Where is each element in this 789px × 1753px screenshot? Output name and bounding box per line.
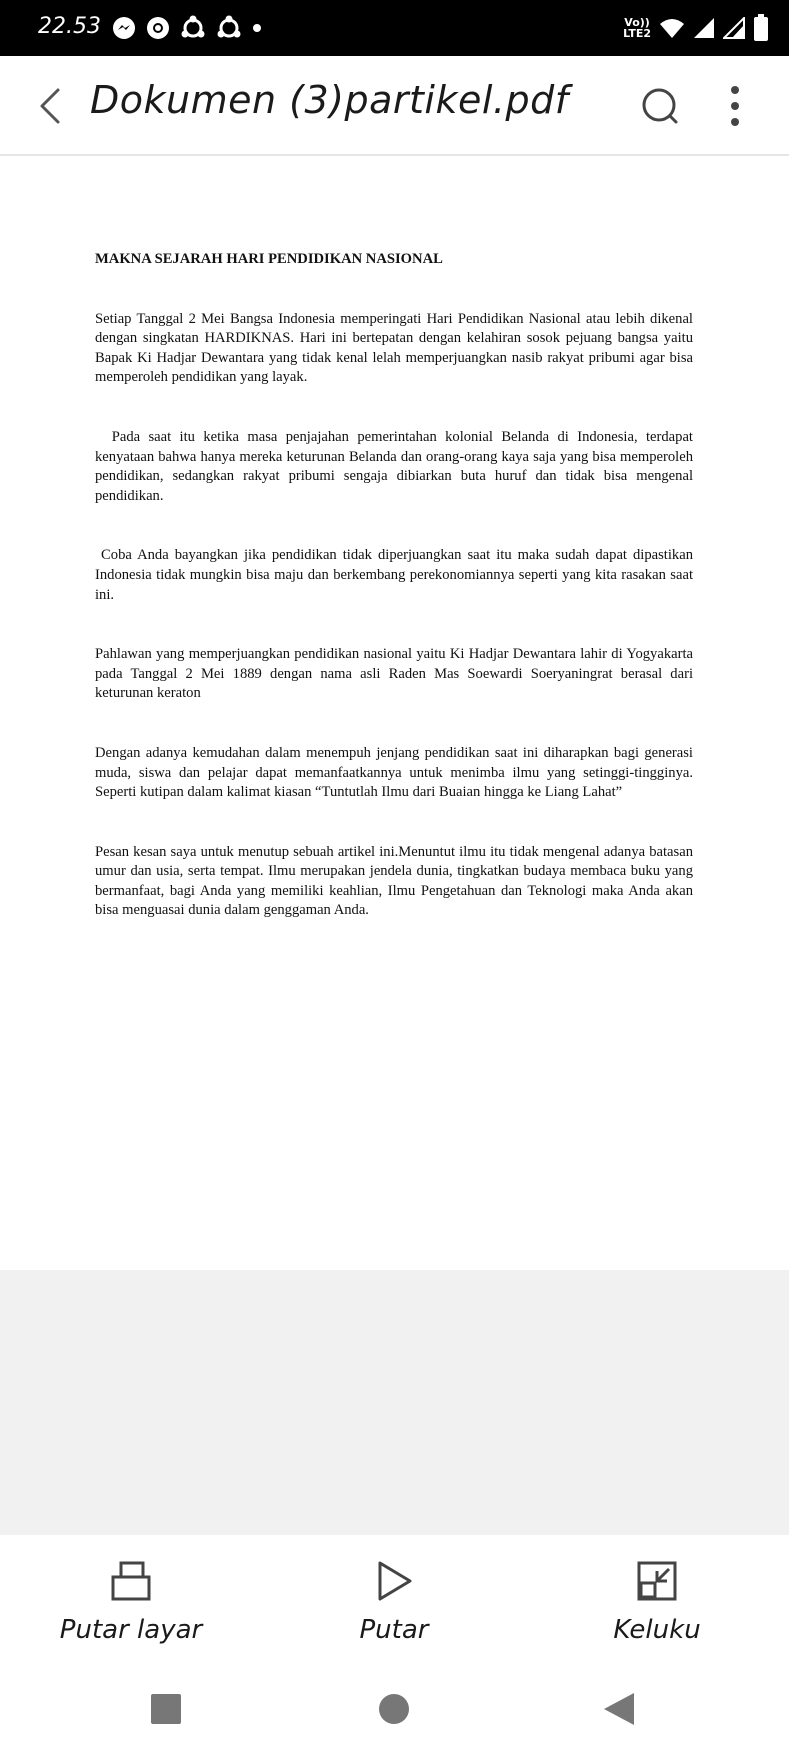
rotate-screen-icon (109, 1559, 153, 1603)
share-icon (216, 15, 242, 41)
status-bar (0, 0, 789, 56)
rotate-screen-button[interactable] (31, 1559, 231, 1659)
play-button[interactable] (294, 1559, 494, 1659)
document-paragraph: Setiap Tanggal 2 Mei Bangsa Indonesia memperingati Hari Pendidikan Nasional atau lebih dikenal dengan singkatan HARDIKNAS. Hari ini bertepatan dengan kelahiran sosok pejuang bangsa yaitu Bapak Ki Hadjar Dewantara yang tidak kenal lelah memperjuangkan nasib rakyat pribumi agar bisa memperoleh pendidikan yang layak. (95, 310, 693, 386)
messenger-icon (112, 16, 136, 40)
triangle-back-icon (600, 1689, 640, 1729)
exit-button[interactable] (557, 1559, 757, 1659)
share-icon (180, 15, 206, 41)
status-time: 22.53 (38, 14, 101, 39)
viewer-background (0, 1270, 789, 1535)
play-label: Putar (359, 1615, 429, 1645)
document-paragraph: Coba Anda bayangkan jika pendidikan tidak diperjuangkan saat itu maka sudah dapat dipastikan Indonesia tidak mungkin bisa maju dan berkembang perekonomiannya seperti yang kita rasakan saat ini. (95, 547, 693, 603)
document-paragraph: Pesan kesan saya untuk menutup sebuah artikel ini.Menuntut ilmu itu tidak mengenal adanya batasan umur dan usia, serta tempat. Ilmu merupakan jendela dunia, tingkatkan budaya membaca buku yang bermanfaat, bagi Anda yang memiliki keahlian, Ilmu Pengetahuan dan Teknologi maka Anda akan bisa menguasai dunia dalam genggaman Anda. (95, 843, 693, 919)
document-title: Dokumen (3)partikel.pdf (90, 78, 569, 122)
more-options-button[interactable] (716, 82, 754, 130)
document-heading: MAKNA SEJARAH HARI PENDIDIKAN NASIONAL (95, 251, 443, 267)
volte-icon: Vo)) LTE2 (623, 16, 651, 40)
app-bar (0, 56, 789, 156)
exit-label: Keluku (613, 1615, 701, 1645)
system-status-icons (623, 12, 769, 44)
document-content (95, 250, 693, 961)
signal-icon (723, 17, 745, 39)
more-vertical-icon (716, 82, 754, 130)
dot-icon (252, 23, 262, 33)
document-page[interactable] (0, 158, 789, 1270)
document-paragraph: Pada saat itu ketika masa penjajahan pemerintahan kolonial Belanda di Indonesia, terdapat kenyataan bahwa hanya mereka keturunan Belanda dan orang-orang kaya saja yang bisa memperoleh pendidikan, sedangkan rakyat pribumi sengaja dibiarkan buta huruf dan tidak bisa mengenal pendidikan. (95, 428, 693, 504)
chrome-icon (146, 16, 170, 40)
system-back-button[interactable] (600, 1689, 640, 1729)
home-button[interactable] (374, 1689, 414, 1729)
exit-fullscreen-icon (635, 1559, 679, 1603)
play-icon (372, 1559, 416, 1603)
document-paragraph: Dengan adanya kemudahan dalam menempuh jenjang pendidikan saat ini diharapkan bagi generasi muda, siswa dan pelajar dapat memanfaatkannya untuk menimba ilmu yang setinggi-tingginya. Seperti kutipan dalam kalimat kiasan “Tuntutlah Ilmu dari Buaian hingga ke Liang Lahat” (95, 744, 693, 801)
recents-button[interactable] (146, 1689, 186, 1729)
bottom-toolbar (0, 1535, 789, 1665)
battery-icon (753, 14, 769, 42)
square-icon (146, 1689, 186, 1729)
search-button[interactable] (638, 84, 682, 128)
chevron-left-icon (30, 84, 74, 128)
rotate-screen-label: Putar layar (59, 1615, 203, 1645)
navigation-bar (0, 1665, 789, 1753)
document-paragraph: Pahlawan yang memperjuangkan pendidikan nasional yaitu Ki Hadjar Dewantara lahir di Yogyakarta pada Tanggal 2 Mei 1889 dengan nama asli Raden Mas Soewardi Soeryaningrat berasal dari keturunan keraton (95, 646, 693, 702)
search-icon (638, 84, 682, 128)
signal-icon (693, 17, 715, 39)
circle-icon (374, 1689, 414, 1729)
back-button[interactable] (30, 84, 74, 128)
wifi-icon (659, 17, 685, 39)
notification-icons (112, 14, 262, 42)
